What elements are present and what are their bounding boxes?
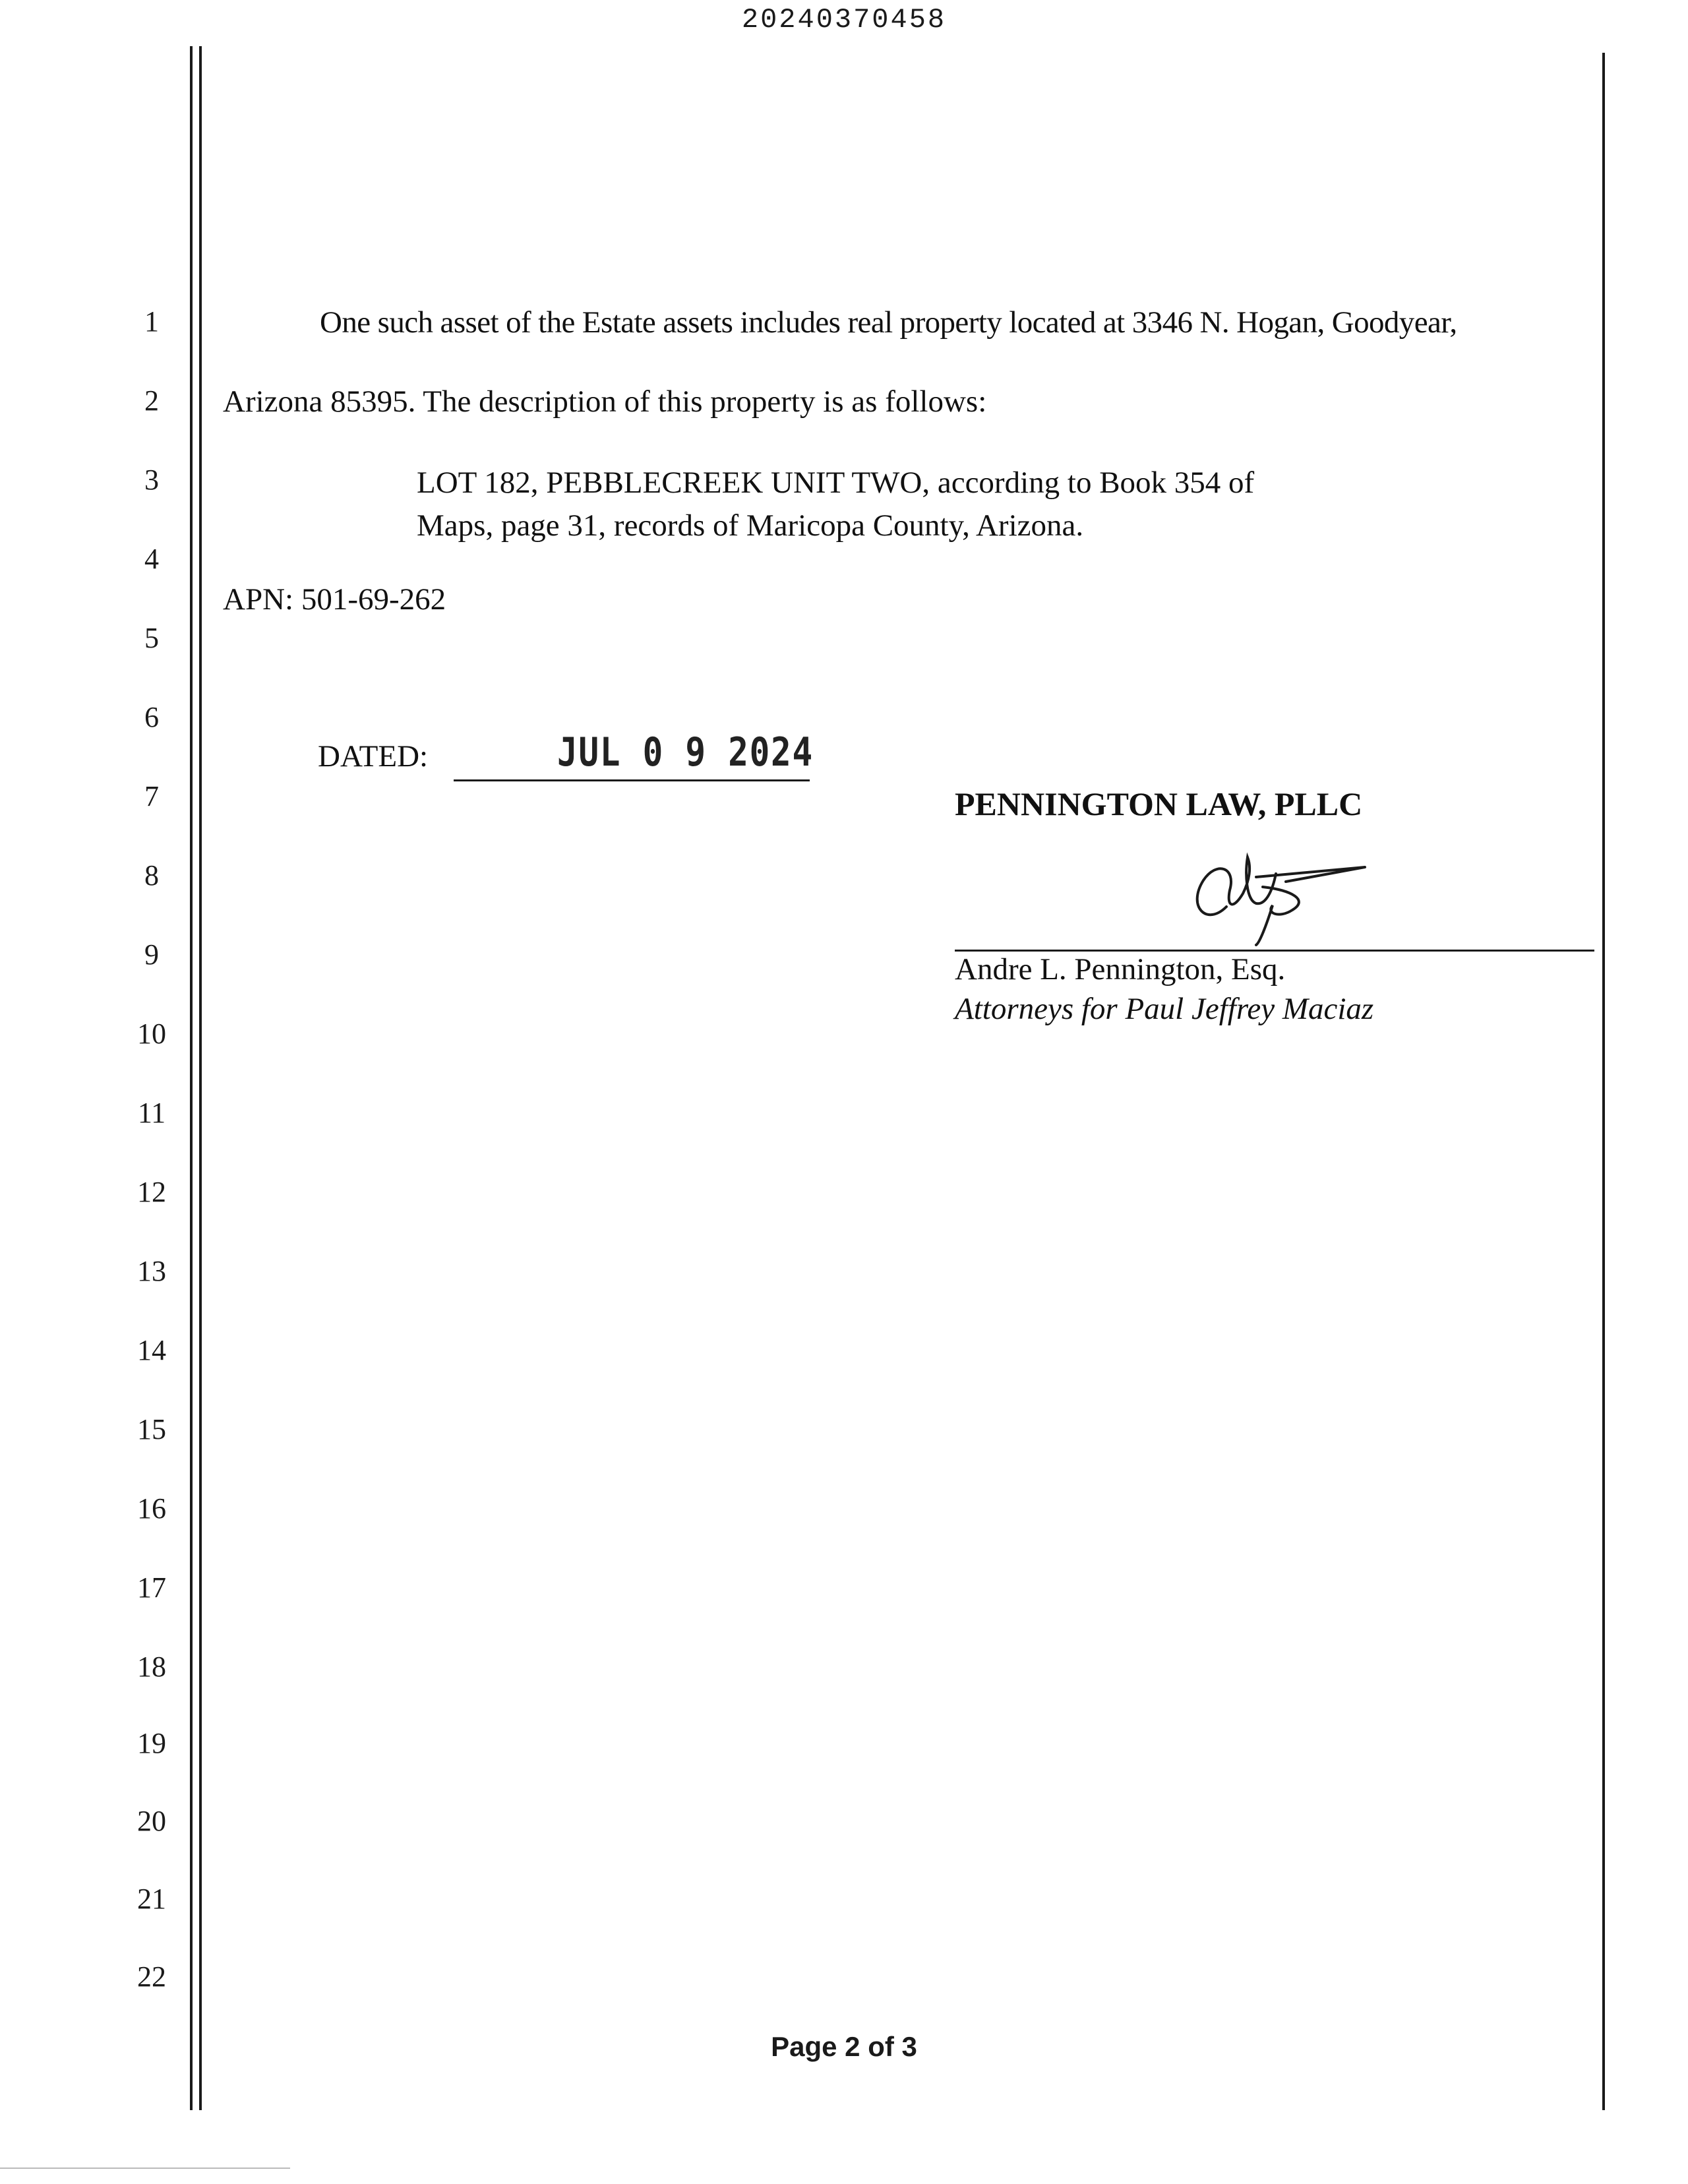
- left-margin-rule-outer: [190, 46, 193, 2110]
- line-number: 17: [137, 1571, 166, 1604]
- line-number: 3: [144, 464, 159, 496]
- line-number: 8: [144, 859, 159, 892]
- line-number: 20: [137, 1805, 166, 1837]
- left-margin-rule-inner: [199, 46, 202, 2110]
- line-number: 22: [137, 1960, 166, 1993]
- line-number: 16: [137, 1492, 166, 1525]
- body-paragraph-line-1: One such asset of the Estate assets includes real property located at 3346 N. Hogan, Goodyear,: [320, 305, 1457, 340]
- bottom-scan-edge: [0, 2168, 290, 2169]
- legal-description-line-1: LOT 182, PEBBLECREEK UNIT TWO, according to Book 354 of: [417, 466, 1255, 500]
- line-number: 9: [144, 938, 159, 971]
- recording-number: 20240370458: [741, 4, 947, 36]
- page-number: Page 2 of 3: [771, 2031, 917, 2062]
- apn: APN: 501-69-262: [223, 582, 446, 617]
- right-margin-rule: [1602, 53, 1605, 2110]
- date-stamp: JUL 0 9 2024: [557, 729, 814, 775]
- line-number: 14: [137, 1334, 166, 1366]
- line-number: 10: [137, 1017, 166, 1050]
- line-number: 12: [137, 1176, 166, 1208]
- line-number: 6: [144, 701, 159, 733]
- dated-label: DATED:: [318, 739, 429, 774]
- line-number: 7: [144, 780, 159, 812]
- line-number: 19: [137, 1727, 166, 1759]
- line-number: 15: [137, 1413, 166, 1445]
- line-number: 13: [137, 1255, 166, 1287]
- signer-role: Attorneys for Paul Jeffrey Maciaz: [955, 992, 1374, 1026]
- dated-underline: [454, 779, 810, 781]
- line-number: 11: [137, 1097, 166, 1129]
- signer-name: Andre L. Pennington, Esq.: [955, 952, 1286, 986]
- legal-description-line-2: Maps, page 31, records of Maricopa County, Arizona.: [417, 508, 1084, 543]
- line-number: 18: [137, 1651, 166, 1683]
- line-number: 21: [137, 1883, 166, 1915]
- line-number: 2: [144, 384, 159, 417]
- body-paragraph-line-2: Arizona 85395. The description of this property is as follows:: [223, 384, 987, 419]
- line-number: 1: [144, 305, 159, 338]
- handwritten-signature-icon: [1167, 828, 1378, 950]
- line-number: 5: [144, 622, 159, 654]
- firm-name: PENNINGTON LAW, PLLC: [955, 785, 1363, 822]
- line-number: 4: [144, 543, 159, 575]
